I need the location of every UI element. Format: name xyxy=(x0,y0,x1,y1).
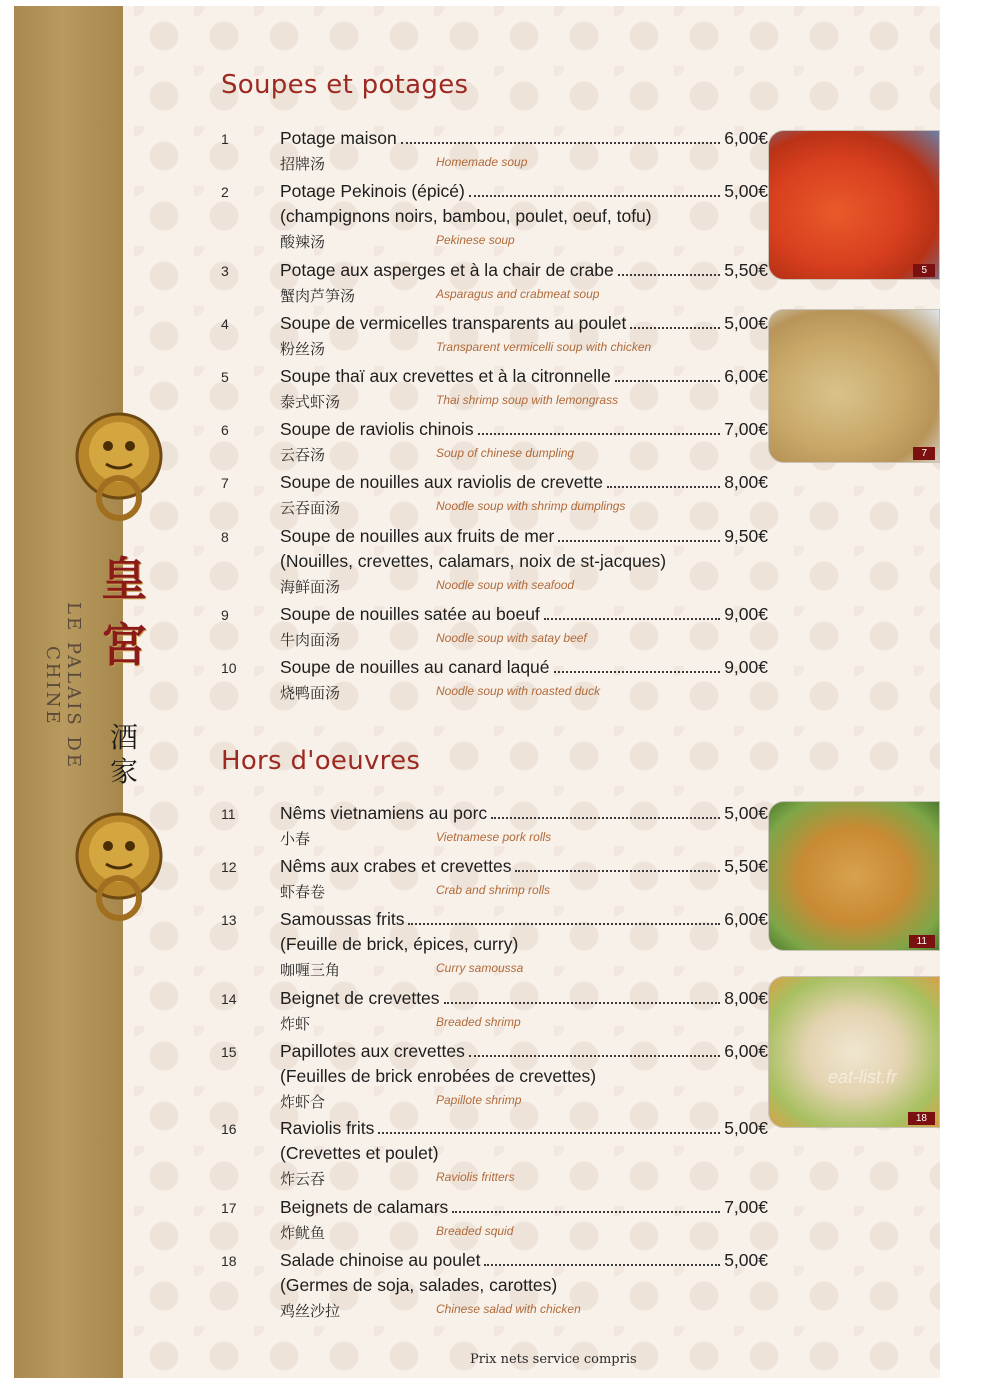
item-name: Soupe de raviolis chinois xyxy=(280,419,474,439)
item-description: (champignons noirs, bambou, poulet, oeuf, tofu) xyxy=(280,206,652,226)
item-price: 8,00€ xyxy=(724,988,768,1008)
item-number: 3 xyxy=(221,263,229,279)
brand-chinese-logo: 皇宮 xyxy=(101,552,147,672)
item-chinese-name: 炸鱿鱼 xyxy=(280,1224,326,1242)
menu-page xyxy=(14,6,940,1378)
section-title-hors-doeuvres: Hors d'oeuvres xyxy=(221,746,421,776)
item-name: Beignets de calamars xyxy=(280,1197,449,1217)
item-chinese-name: 炸云吞 xyxy=(280,1170,326,1188)
food-photo-soup xyxy=(768,130,940,280)
food-photo-spring-rolls xyxy=(768,801,940,951)
item-price: 5,00€ xyxy=(724,181,768,201)
item-number: 4 xyxy=(221,316,229,332)
item-name: Soupe de nouilles aux fruits de mer xyxy=(280,526,555,546)
item-price: 6,00€ xyxy=(724,128,768,148)
item-chinese-name: 烧鸭面汤 xyxy=(280,684,341,702)
item-price: 9,50€ xyxy=(724,526,768,546)
footer-note: Prix nets service compris xyxy=(470,1352,637,1367)
item-description: (Crevettes et poulet) xyxy=(280,1143,439,1163)
item-english-name: Noodle soup with shrimp dumplings xyxy=(436,499,626,513)
item-number: 12 xyxy=(221,859,237,875)
item-name: Salade chinoise au poulet xyxy=(280,1250,481,1270)
watermark: eat-list.fr xyxy=(828,1067,898,1087)
item-english-name: Asparagus and crabmeat soup xyxy=(436,287,600,301)
item-name: Soupe de vermicelles transparents au poulet xyxy=(280,313,627,333)
item-description: (Nouilles, crevettes, calamars, noix de st-jacques) xyxy=(280,551,667,571)
item-number: 1 xyxy=(221,131,229,147)
item-price: 5,00€ xyxy=(724,803,768,823)
item-chinese-name: 炸虾合 xyxy=(280,1093,326,1111)
item-price: 5,00€ xyxy=(724,313,768,333)
item-english-name: Transparent vermicelli soup with chicken xyxy=(436,340,652,354)
item-number: 16 xyxy=(221,1121,237,1137)
lion-knocker-icon xyxy=(66,406,172,524)
item-chinese-name: 蟹肉芦笋汤 xyxy=(280,287,356,305)
item-price: 7,00€ xyxy=(724,1197,768,1217)
item-name: Soupe de nouilles aux raviolis de crevette xyxy=(280,472,603,492)
item-english-name: Crab and shrimp rolls xyxy=(436,883,551,897)
item-english-name: Curry samoussa xyxy=(436,961,524,975)
item-number: 5 xyxy=(221,369,229,385)
section-title-soups: Soupes et potages xyxy=(221,70,469,100)
item-name: Soupe de nouilles satée au boeuf xyxy=(280,604,540,624)
item-price: 5,50€ xyxy=(724,856,768,876)
item-number: 17 xyxy=(221,1200,237,1216)
item-chinese-name: 泰式虾汤 xyxy=(280,393,341,411)
item-name: Potage Pekinois (épicé) xyxy=(280,181,465,201)
brand-name-vertical: LE PALAIS DE CHINE xyxy=(42,602,84,770)
item-chinese-name: 云吞汤 xyxy=(280,446,326,464)
food-photo-chicken-salad xyxy=(768,976,940,1128)
item-chinese-name: 粉丝汤 xyxy=(280,340,326,358)
item-name: Raviolis frits xyxy=(280,1118,375,1138)
photo-item-tag: 5 xyxy=(913,264,935,277)
item-number: 13 xyxy=(221,912,237,928)
item-chinese-name: 招牌汤 xyxy=(280,155,326,173)
item-english-name: Raviolis fritters xyxy=(436,1170,515,1184)
item-english-name: Papillote shrimp xyxy=(436,1093,522,1107)
item-number: 15 xyxy=(221,1044,237,1060)
item-number: 2 xyxy=(221,184,229,200)
item-chinese-name: 咖喱三角 xyxy=(280,961,341,979)
item-chinese-name: 鸡丝沙拉 xyxy=(280,1302,341,1320)
item-chinese-name: 炸虾 xyxy=(280,1015,311,1033)
item-chinese-name: 虾春卷 xyxy=(280,883,326,901)
item-english-name: Thai shrimp soup with lemongrass xyxy=(436,393,619,407)
item-english-name: Soup of chinese dumpling xyxy=(436,446,575,460)
item-price: 6,00€ xyxy=(724,1041,768,1061)
food-photo-dumpling-soup xyxy=(768,309,940,463)
item-price: 5,00€ xyxy=(724,1250,768,1270)
item-chinese-name: 牛肉面汤 xyxy=(280,631,341,649)
photo-item-tag: 18 xyxy=(908,1112,935,1125)
item-english-name: Homemade soup xyxy=(436,155,528,169)
brand-chinese-subtitle: 酒家 xyxy=(109,721,138,788)
photo-item-tag: 11 xyxy=(909,935,935,948)
item-chinese-name: 酸辣汤 xyxy=(280,233,326,251)
photo-item-tag: 7 xyxy=(913,447,935,460)
item-name: Soupe de nouilles au canard laqué xyxy=(280,657,550,677)
item-number: 6 xyxy=(221,422,229,438)
item-description: (Feuille de brick, épices, curry) xyxy=(280,934,519,954)
item-name: Samoussas frits xyxy=(280,909,405,929)
item-price: 7,00€ xyxy=(724,419,768,439)
item-number: 9 xyxy=(221,607,229,623)
item-price: 6,00€ xyxy=(724,909,768,929)
item-english-name: Pekinese soup xyxy=(436,233,515,247)
item-name: Potage aux asperges et à la chair de crabe xyxy=(280,260,614,280)
item-description: (Feuilles de brick enrobées de crevettes) xyxy=(280,1066,597,1086)
item-chinese-name: 小春 xyxy=(280,830,311,848)
item-price: 5,50€ xyxy=(724,260,768,280)
item-number: 14 xyxy=(221,991,237,1007)
item-number: 10 xyxy=(221,660,237,676)
item-english-name: Breaded shrimp xyxy=(436,1015,521,1029)
item-number: 18 xyxy=(221,1253,237,1269)
item-name: Potage maison xyxy=(280,128,397,148)
item-name: Beignet de crevettes xyxy=(280,988,440,1008)
item-english-name: Noodle soup with satay beef xyxy=(436,631,587,645)
item-number: 8 xyxy=(221,529,229,545)
item-name: Papillotes aux crevettes xyxy=(280,1041,465,1061)
item-english-name: Chinese salad with chicken xyxy=(436,1302,581,1316)
item-chinese-name: 云吞面汤 xyxy=(280,499,341,517)
item-number: 7 xyxy=(221,475,229,491)
item-price: 9,00€ xyxy=(724,657,768,677)
item-chinese-name: 海鲜面汤 xyxy=(280,578,341,596)
item-price: 9,00€ xyxy=(724,604,768,624)
item-price: 5,00€ xyxy=(724,1118,768,1138)
item-name: Nêms aux crabes et crevettes xyxy=(280,856,512,876)
item-price: 8,00€ xyxy=(724,472,768,492)
item-english-name: Vietnamese pork rolls xyxy=(436,830,552,844)
item-number: 11 xyxy=(221,806,236,822)
item-description: (Germes de soja, salades, carottes) xyxy=(280,1275,558,1295)
item-english-name: Noodle soup with seafood xyxy=(436,578,575,592)
item-name: Nêms vietnamiens au porc xyxy=(280,803,488,823)
lion-knocker-icon xyxy=(66,806,172,924)
item-english-name: Noodle soup with roasted duck xyxy=(436,684,601,698)
item-price: 6,00€ xyxy=(724,366,768,386)
item-name: Soupe thaï aux crevettes et à la citronnelle xyxy=(280,366,611,386)
item-english-name: Breaded squid xyxy=(436,1224,514,1238)
